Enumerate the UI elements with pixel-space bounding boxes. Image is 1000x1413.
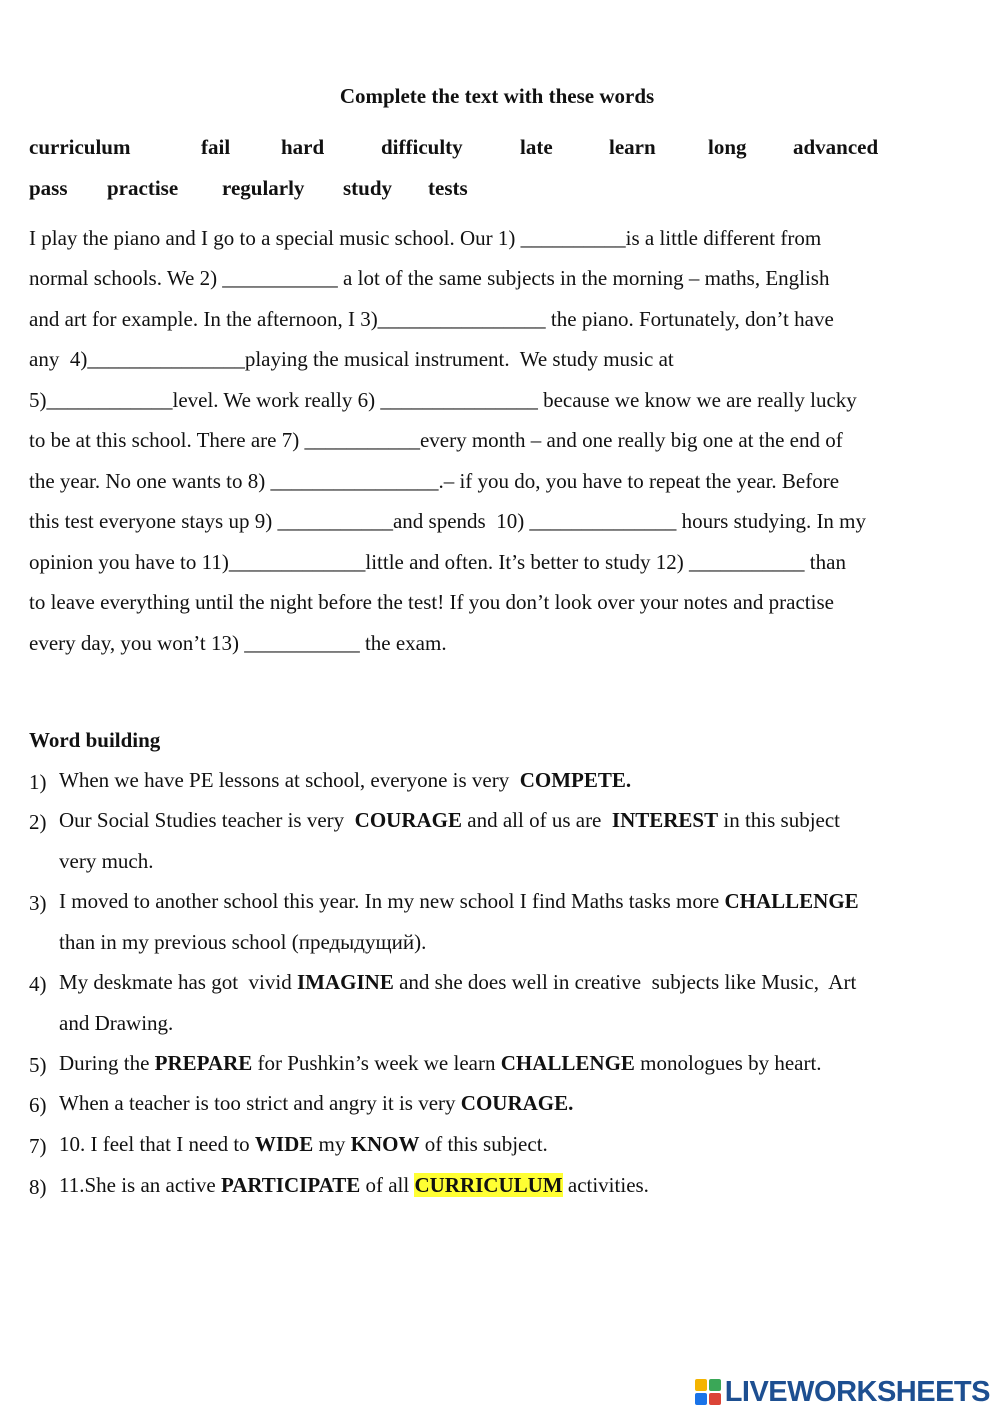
- item-text: [59, 1043, 969, 1084]
- word-bank-item: tests: [428, 176, 468, 200]
- keyword: PARTICIPATE: [220, 1173, 361, 1197]
- item-number: 4): [29, 972, 47, 996]
- item-text-line: [59, 1043, 969, 1084]
- word-bank-item: pass: [29, 176, 68, 200]
- item-text-line: [59, 760, 969, 801]
- passage-line: to be at this school. There are 7) ___________every month – and one really big one at the end of: [29, 428, 843, 452]
- item-text-line: [59, 1124, 969, 1165]
- item-text: [59, 1165, 969, 1206]
- passage-line: I play the piano and I go to a special music school. Our 1) __________is a little different from: [29, 226, 822, 250]
- text-run: Our Social Studies teacher is very: [59, 808, 355, 832]
- passage-line: normal schools. We 2) ___________ a lot of the same subjects in the morning – maths, English: [29, 266, 830, 290]
- text-run: 10. I feel that I need to: [59, 1132, 255, 1156]
- text-run: and she does well in creative subjects like Music, Art: [393, 970, 857, 994]
- liveworksheets-logo: [695, 1375, 990, 1409]
- keyword: CURRICULUM: [414, 1173, 563, 1197]
- item-text-line: [59, 922, 969, 963]
- keyword: INTEREST: [611, 808, 719, 832]
- keyword: WIDE: [254, 1132, 314, 1156]
- item-text-line: [59, 1003, 969, 1044]
- item-text: [59, 881, 969, 963]
- text-run: for Pushkin’s week we learn: [252, 1051, 501, 1075]
- text-run: and all of us are: [462, 808, 612, 832]
- passage-line: 5)____________level. We work really 6) _______________ because we know we are really lucky: [29, 388, 857, 412]
- passage-line: and art for example. In the afternoon, I 3)________________ the piano. Fortunately, don’t have: [29, 307, 834, 331]
- word-bank-item: hard: [281, 135, 325, 159]
- logo-mark-square: [709, 1379, 721, 1391]
- worksheet-title: Complete the text with these words: [339, 84, 655, 108]
- logo-text: LIVEWORKSHEETS: [724, 1375, 990, 1408]
- logo-mark-square: [695, 1379, 707, 1391]
- word-bank-item: practise: [107, 176, 179, 200]
- item-number: 7): [29, 1134, 47, 1158]
- passage-line: the year. No one wants to 8) ________________.– if you do, you have to repeat the year. Before: [29, 469, 840, 493]
- text-run: activities.: [562, 1173, 649, 1197]
- item-number: 1): [29, 770, 47, 794]
- word-bank-item: long: [708, 135, 747, 159]
- word-bank-item: learn: [609, 135, 656, 159]
- text-run: and Drawing.: [59, 1011, 174, 1035]
- item-text: [59, 962, 969, 1044]
- word-building-heading: Word building: [29, 728, 161, 752]
- text-run: than in my previous school (предыдущий).: [59, 930, 427, 954]
- keyword: CHALLENGE: [500, 1051, 635, 1075]
- keyword: KNOW: [350, 1132, 420, 1156]
- keyword: COMPETE.: [519, 768, 632, 792]
- keyword: COURAGE.: [460, 1091, 574, 1115]
- word-bank-item: difficulty: [381, 135, 463, 159]
- logo-mark-icon: [695, 1379, 721, 1405]
- item-number: 2): [29, 810, 47, 834]
- item-number: 6): [29, 1093, 47, 1117]
- passage-line: any 4)_______________playing the musical instrument. We study music at: [29, 347, 674, 371]
- item-text-line: [59, 962, 969, 1003]
- item-text: [59, 800, 969, 882]
- word-bank-item: fail: [201, 135, 231, 159]
- text-run: When a teacher is too strict and angry it is very: [59, 1091, 461, 1115]
- text-run: of all: [360, 1173, 415, 1197]
- passage-line: this test everyone stays up 9) ___________and spends 10) ______________ hours studying. In my: [29, 509, 867, 533]
- keyword: IMAGINE: [296, 970, 394, 994]
- keyword: COURAGE: [354, 808, 463, 832]
- item-text-line: [59, 881, 969, 922]
- item-text-line: [59, 841, 969, 882]
- text-run: of this subject.: [419, 1132, 548, 1156]
- item-text: [59, 1124, 969, 1165]
- item-text: [59, 1083, 969, 1124]
- logo-mark-square: [709, 1393, 721, 1405]
- item-text-line: [59, 1165, 969, 1206]
- keyword: CHALLENGE: [724, 889, 859, 913]
- text-run: very much.: [59, 849, 154, 873]
- text-run: 11.She is an active: [59, 1173, 221, 1197]
- text-run: monologues by heart.: [634, 1051, 822, 1075]
- word-bank-item: curriculum: [29, 135, 131, 159]
- passage-line: opinion you have to 11)_____________little and often. It’s better to study 12) ___________ than: [29, 550, 846, 574]
- word-bank-item: study: [343, 176, 393, 200]
- word-bank-item: late: [520, 135, 553, 159]
- text-run: My deskmate has got vivid: [59, 970, 297, 994]
- word-bank-item: regularly: [222, 176, 305, 200]
- item-number: 5): [29, 1053, 47, 1077]
- keyword: PREPARE: [154, 1051, 253, 1075]
- item-text: [59, 760, 969, 801]
- item-number: 3): [29, 891, 47, 915]
- item-text-line: [59, 800, 969, 841]
- text-run: my: [313, 1132, 351, 1156]
- text-run: When we have PE lessons at school, everyone is very: [59, 768, 520, 792]
- item-number: 8): [29, 1175, 47, 1199]
- logo-mark-square: [695, 1393, 707, 1405]
- text-run: I moved to another school this year. In my new school I find Maths tasks more: [59, 889, 725, 913]
- item-text-line: [59, 1083, 969, 1124]
- text-run: During the: [59, 1051, 155, 1075]
- text-run: in this subject: [718, 808, 841, 832]
- word-bank-item: advanced: [793, 135, 879, 159]
- passage-line: every day, you won’t 13) ___________ the exam.: [29, 631, 447, 655]
- passage-line: to leave everything until the night before the test! If you don’t look over your notes and practise: [29, 590, 834, 614]
